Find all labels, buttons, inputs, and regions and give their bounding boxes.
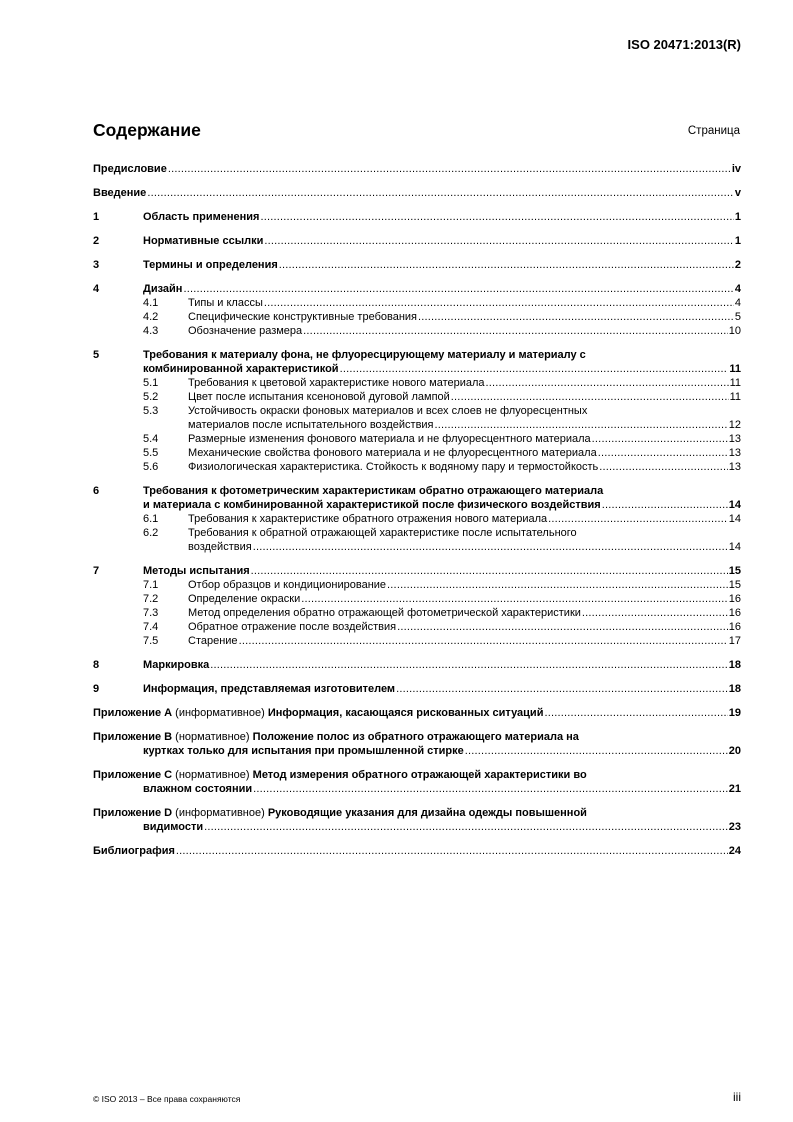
toc-entry[interactable] [93,706,741,720]
toc-number: 7.1 [143,579,159,591]
table-of-contents [93,162,741,858]
annex-type: (информативное) [175,707,265,719]
toc-page: 11 [729,391,741,403]
toc-page: iv [731,163,741,175]
toc-title: Нормативные ссылки [143,235,264,247]
toc-entry[interactable] [93,592,741,606]
toc-title-continued: видимости [143,821,204,833]
toc-leader [418,310,734,324]
standard-header: ISO 20471:2013(R) [627,37,741,52]
toc-entry[interactable] [93,210,741,224]
toc-number: 5 [93,349,100,361]
toc-title: Предисловие [93,163,167,175]
toc-leader [183,282,733,296]
toc-entry[interactable] [93,310,741,324]
toc-page: 23 [728,821,741,833]
toc-entry[interactable] [93,564,741,578]
toc-entry[interactable] [93,186,741,200]
toc-page: 2 [734,259,741,271]
toc-page: 5 [734,311,741,323]
toc-leader [264,296,734,310]
toc-number: 5.1 [143,377,159,389]
toc-entry[interactable] [93,578,741,592]
toc-leader [396,682,728,696]
toc-page: 16 [728,621,741,633]
toc-entry[interactable] [93,296,741,310]
toc-entry[interactable] [93,162,741,176]
annex-type: (нормативное) [175,769,250,781]
toc-entry[interactable] [93,376,741,390]
toc-page: 10 [728,325,741,337]
toc-leader [544,706,727,720]
toc-entry[interactable] [93,806,741,834]
toc-leader [253,540,728,554]
toc-page: 15 [728,565,741,577]
toc-number: 6 [93,485,100,497]
toc-page: 4 [734,297,741,309]
toc-entry[interactable] [93,460,741,474]
footer-page-number: iii [733,1090,741,1104]
toc-entry[interactable] [93,512,741,526]
toc-leader [592,432,728,446]
toc-entry[interactable] [93,348,741,376]
toc-page: 13 [728,447,741,459]
toc-title: Методы испытания [143,565,250,577]
toc-title: Требования к характеристике обратного отражения нового материала [188,513,548,525]
toc-page: 13 [728,433,741,445]
toc-title: Специфические конструктивные требования [188,311,417,323]
toc-number: 9 [93,683,100,695]
toc-number: 5.2 [143,391,159,403]
toc-page: 1 [734,211,741,223]
toc-title: Введение [93,187,147,199]
toc-page: 16 [728,607,741,619]
toc-page: 13 [728,461,741,473]
toc-title: Информация, касающаяся рискованных ситуаций [267,707,544,719]
toc-leader [435,418,728,432]
toc-title: Требования к материалу фона, не флуоресцирующему материалу и материалу с [143,349,586,361]
toc-number: 5.4 [143,433,159,445]
toc-title: Устойчивость окраски фоновых материалов и всех слоев не флуоресцентных [188,405,588,417]
toc-entry[interactable] [93,658,741,672]
toc-title: Дизайн [143,283,183,295]
toc-leader [147,186,734,200]
toc-title-continued: материалов после испытательного воздействия [188,419,434,431]
toc-title: Требования к фотометрическим характеристикам обратно отражающего материала [143,485,604,497]
toc-leader [598,446,728,460]
toc-page: 11 [729,363,741,375]
annex-label: Приложение В [93,731,173,743]
annex-label: Приложение D [93,807,173,819]
toc-entry[interactable] [93,390,741,404]
toc-leader [599,460,727,474]
toc-entry[interactable] [93,634,741,648]
toc-number: 5.6 [143,461,159,473]
annex-label: Приложение А [93,707,173,719]
toc-title: Информация, представляемая изготовителем [143,683,396,695]
toc-leader [451,390,729,404]
toc-leader [387,578,728,592]
toc-page: 4 [734,283,741,295]
toc-leader [486,376,729,390]
toc-title: Типы и классы [188,297,263,309]
toc-number: 4.2 [143,311,159,323]
toc-page: 14 [728,541,741,553]
toc-entry[interactable] [93,526,741,554]
toc-title: Руководящие указания для дизайна одежды повышенной [267,807,587,819]
toc-title: Требования к цветовой характеристике нового материала [188,377,485,389]
toc-leader [168,162,731,176]
toc-title: Метод определения обратно отражающей фотометрической характеристики [188,607,581,619]
toc-leader [279,258,734,272]
toc-title: Термины и определения [143,259,278,271]
toc-page: v [734,187,741,199]
toc-entry[interactable] [93,844,741,858]
toc-number: 7.5 [143,635,159,647]
toc-page: 18 [728,659,741,671]
toc-page: 24 [728,845,741,857]
toc-number: 4.3 [143,325,159,337]
toc-leader [548,512,728,526]
toc-leader [303,324,728,338]
toc-number: 1 [93,211,100,223]
toc-number: 3 [93,259,100,271]
annex-label: Приложение С [93,769,173,781]
toc-entry[interactable] [93,484,741,512]
toc-entry[interactable] [93,282,741,296]
toc-title-continued: комбинированной характеристикой [143,363,339,375]
toc-title: Старение [188,635,238,647]
toc-entry[interactable] [93,606,741,620]
toc-leader [204,820,728,834]
toc-title: Размерные изменения фонового материала и не флуоресцентного материала [188,433,591,445]
toc-leader [602,498,728,512]
toc-leader [397,620,728,634]
toc-leader [239,634,728,648]
toc-title: Механические свойства фонового материала и не флуоресцентного материала [188,447,597,459]
toc-title: Область применения [143,211,260,223]
toc-title: Требования к обратной отражающей характеристике после испытательного [188,527,577,539]
toc-leader [260,210,733,224]
toc-title-continued: воздействия [188,541,252,553]
toc-entry[interactable] [93,682,741,696]
toc-page: 20 [728,745,741,757]
toc-entry[interactable] [93,324,741,338]
toc-leader [176,844,728,858]
toc-page: 1 [734,235,741,247]
toc-number: 7.3 [143,607,159,619]
toc-leader [301,592,728,606]
toc-page: 21 [728,783,741,795]
annex-type: (нормативное) [175,731,250,743]
toc-number: 7 [93,565,100,577]
toc-entry[interactable] [93,446,741,460]
toc-leader [210,658,728,672]
toc-title-continued: влажном состоянии [143,783,253,795]
toc-title-continued: куртках только для испытания при промышленной стирке [143,745,464,757]
toc-title: Обозначение размера [188,325,303,337]
toc-title-continued: и материала с комбинированной характеристикой после физического воздействия [143,499,601,511]
toc-number: 5.3 [143,405,159,417]
toc-page: 18 [728,683,741,695]
toc-entry[interactable] [93,768,741,796]
toc-number: 4.1 [143,297,159,309]
toc-leader [465,744,728,758]
toc-number: 2 [93,235,100,247]
toc-number: 4 [93,283,100,295]
toc-title: Обратное отражение после воздействия [188,621,397,633]
toc-entry[interactable] [93,730,741,758]
toc-title: Физиологическая характеристика. Стойкость к водяному пару и термостойкость [188,461,599,473]
annex-type: (информативное) [175,807,265,819]
page-title: Содержание [93,120,201,140]
toc-entry[interactable] [93,258,741,272]
toc-title: Цвет после испытания ксеноновой дуговой лампой [188,391,450,403]
toc-number: 7.2 [143,593,159,605]
toc-leader [264,234,734,248]
toc-leader [340,362,729,376]
toc-title: Положение полос из обратного отражающего материала на [252,731,579,743]
toc-page: 15 [728,579,741,591]
toc-page: 19 [728,707,741,719]
toc-title: Отбор образцов и кондиционирование [188,579,387,591]
toc-number: 6.1 [143,513,159,525]
toc-leader [582,606,728,620]
toc-page: 12 [728,419,741,431]
footer-copyright: © ISO 2013 – Все права сохраняются [93,1094,241,1104]
toc-entry[interactable] [93,404,741,432]
toc-page: 16 [728,593,741,605]
toc-leader [253,782,728,796]
toc-page: 17 [728,635,741,647]
toc-number: 6.2 [143,527,159,539]
toc-number: 7.4 [143,621,159,633]
toc-number: 5.5 [143,447,159,459]
toc-entry[interactable] [93,234,741,248]
toc-entry[interactable] [93,620,741,634]
toc-number: 8 [93,659,100,671]
toc-page: 14 [728,499,741,511]
toc-leader [251,564,728,578]
toc-title: Определение окраски [188,593,301,605]
toc-title: Библиография [93,845,175,857]
toc-page: 11 [729,377,741,389]
toc-title: Метод измерения обратного отражающей характеристики во [252,769,587,781]
toc-title: Маркировка [143,659,210,671]
toc-entry[interactable] [93,432,741,446]
toc-page: 14 [728,513,741,525]
page-column-label: Страница [687,125,740,137]
